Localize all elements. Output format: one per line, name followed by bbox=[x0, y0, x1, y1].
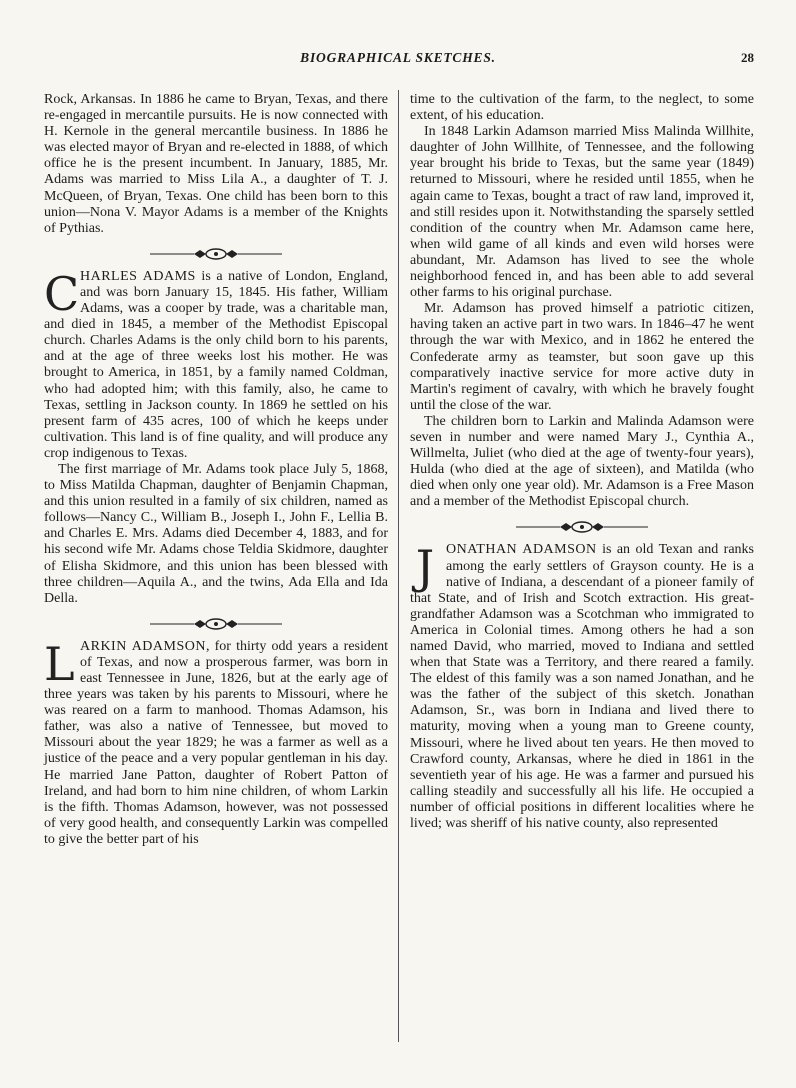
left-column bbox=[44, 92, 388, 848]
larkin-marriage-paragraph: In 1848 Larkin Adamson married Miss Malinda Willhite, daughter of John Willhite, of Tennessee, and the following year brought his bride to Texas, but the same year (1849) returned to Missouri, where he resided until 1855, when he again came to Texas, bought a tract of raw land, improved it, and still resides upon it. Notwithstanding the sparsely settled condition of the country when Mr. Adamson came here, when wild game of all kinds and even wild horses were abundant, Mr. Adamson has lived to see the whole neighborhood fenced in, and has been able to add several other farms to his original purchase. bbox=[410, 124, 754, 301]
page-header bbox=[42, 50, 754, 70]
lead-name-larkin-adamson: ARKIN ADAMSON bbox=[80, 638, 206, 654]
running-title: BIOGRAPHICAL SKETCHES. bbox=[300, 50, 496, 65]
page-number: 28 bbox=[741, 50, 754, 65]
larkin-service-paragraph: Mr. Adamson has proved himself a patriotic citizen, having taken an active part in two wars. In 1846–47 he went through the war with Mexico, and in 1862 he entered the Confederate army as teamster, but soon gave up this comparatively inactive service for more active duty in Martin's regiment of cavalry, with which he bravely fought until the close of the war. bbox=[410, 301, 754, 413]
larkin-children-paragraph: The children born to Larkin and Malinda Adamson were seven in number and were named Mary J., Cynthia A., Willmelta, Juliet (who died at the age of twenty-four years), Hulda (who died at the age of sixteen), and Matilda (who died when only one year old). Mr. Adamson is a Free Mason and a member of the Methodist Episcopal church. bbox=[410, 413, 754, 510]
sketch-larkin-adamson-intro bbox=[44, 636, 388, 848]
dropcap-j: J bbox=[415, 540, 435, 595]
sketch-text: is a native of London, England, and was born January 15, 1845. His father, William Adams, was a cooper by trade, was a charitable man, and died in 1845, a member of the Methodist Episcopal church. Charles Adams is the only child born to his parents, and at the age of three weeks lost his mother. He was brought to America, in 1851, by a family named Coldman, who had adopted him; with this family, also, he came to Texas, settling in Jackson county. In 1869 he settled on his present farm of 435 acres, 100 of which he keeps under cultivation. This land is of fine quality, and will produce any crop indigenous to Texas. bbox=[44, 268, 388, 461]
right-column bbox=[410, 92, 754, 832]
sketch-text: , for thirty odd years a resident of Texas, and now a prosperous farmer, was born in east Tennessee in June, 1826, but at the early age of three years was taken by his parents to Missouri, where he was reared on a farm to manhood. Thomas Adamson, his father, was also a native of Tennessee, but moved to Missouri about the year 1829; he was a farmer as well as a justice of the peace and a very popular gentleman in his day. He married Jane Patton, daughter of Robert Patton of Ireland, and had born to him nine children, of whom Larkin is the fifth. Thomas Adamson, however, was not possessed of very good health, and consequently Larkin was compelled to give the better part of his bbox=[44, 638, 388, 847]
continued-paragraph: time to the cultivation of the farm, to the neglect, to some extent, of his education. bbox=[410, 92, 754, 124]
column-divider bbox=[398, 90, 399, 1042]
section-ornament bbox=[44, 247, 388, 261]
sketch-jonathan-adamson-intro bbox=[410, 542, 754, 832]
sketch-text: is an old Texan and ranks among the early settlers of Grayson county. He is a native of Indiana, a descendant of a pioneer family of that State, and of Irish and Scotch extraction. His great-grandfather Adamson was a Scotchman who immigrated to America in Colonial times. Among others he had a son named David, who married, moved to Indiana and settled when that State was a Territory, and there reared a family. The eldest of this family was a son named Jonathan, and he was the father of the subject of this sketch. Jonathan Adamson, Sr., was born in Indiana and lived there to maturity, moving when a young man to Greene county, Missouri, where he lived about ten years. He then moved to Crawford county, Arkansas, where he died in 1861 in the seventieth year of his age. He was a farmer and pursued his calling steadily and successfully all his life. He occupied a number of official positions in different localities where he lived; was sheriff of his native county, also represented bbox=[410, 542, 754, 832]
dropcap-c: C bbox=[44, 266, 80, 321]
sketch-charles-adams-marriage: The first marriage of Mr. Adams took place July 5, 1868, to Miss Matilda Chapman, daughter of Benjamin Chapman, and this union resulted in a family of six children, named as follows—Nancy C., William B., Joseph I., John F., Lellia B. and Charles E. Mrs. Adams died December 4, 1883, and for his second wife Mr. Adams chose Teldia Skidmore, daughter of Elisha Skidmore, and this union has been blessed with three children—Aquila A., and the twins, Ada Ella and Ida Della. bbox=[44, 461, 388, 606]
lead-name-charles-adams: HARLES ADAMS bbox=[80, 268, 196, 284]
sketch-charles-adams-intro bbox=[44, 266, 388, 462]
dropcap-l: L bbox=[44, 636, 75, 691]
continued-paragraph: Rock, Arkansas. In 1886 he came to Bryan, Texas, and there re-engaged in mercantile pursuits. He is now connected with H. Kernole in the general mercantile business. In 1886 he was elected mayor of Bryan and re-elected in 1888, of which office he is the present incumbent. In January, 1885, Mr. Adams was married to Miss Lila A., a daughter of T. J. McQueen, of Bryan, Texas. One child has been born to this union—Nona V. Mayor Adams is a member of the Knights of Pythias. bbox=[44, 92, 388, 236]
lead-name-jonathan-adamson: ONATHAN ADAMSON bbox=[446, 542, 597, 558]
section-ornament bbox=[44, 617, 388, 631]
section-ornament bbox=[410, 520, 754, 534]
